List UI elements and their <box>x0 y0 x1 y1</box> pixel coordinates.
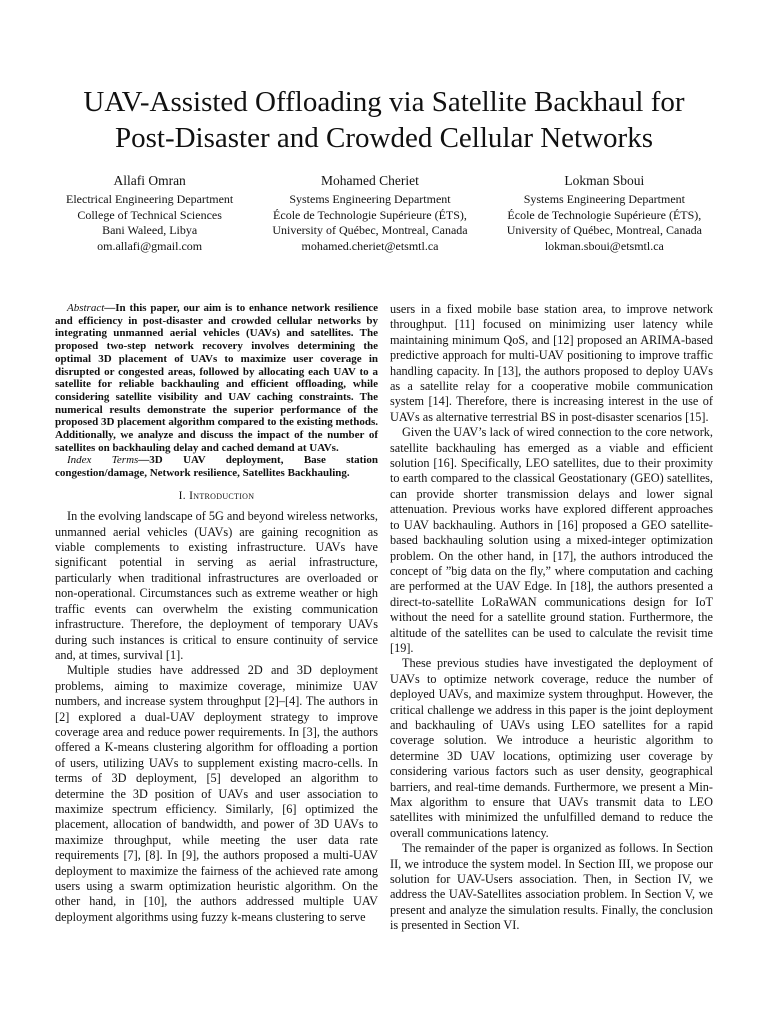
author-location: University of Québec, Montreal, Canada <box>272 223 468 237</box>
author-name: Allafi Omran <box>113 173 186 188</box>
author-2 <box>272 172 467 254</box>
body-paragraph: These previous studies have investigated the deployment of UAVs to optimize network coverage, reduce the number of deployed UAVs, and maximize system throughput. However, the critical challenge we address in this paper is the joint deployment and backhauling of UAVs using LEO satellites for a rapid coverage solution. We introduce a heuristic algorithm to determine 3D UAV locations, optimizing user coverage by considering various factors such as user density, geographical barriers, and real-time demands. Furthermore, we present a Min-Max algorithm to ensure that UAVs transmit data to LEO satellites with minimized the unfulfilled demand to reduce the overall communications latency. <box>390 656 713 840</box>
author-email: lokman.sboui@etsmtl.ca <box>544 238 664 253</box>
author-email: om.allafi@gmail.com <box>97 238 203 253</box>
paper-title <box>40 84 728 156</box>
author-3 <box>507 172 702 254</box>
index-terms-text: —3D UAV deployment, Base station congestion/damage, Network resilience, Satellites Backhauling. <box>55 454 378 480</box>
title-line-1: UAV-Assisted Offloading via Satellite Backhaul for <box>83 86 685 118</box>
body-paragraph: In the evolving landscape of 5G and beyond wireless networks, unmanned aerial vehicles (UAVs) are gaining recognition as viable complements to existing infrastructure. UAVs have significant potential in serving as aerial infrastructure, particularly when traditional infrastructures are overloaded or non-operational. Circumstances such as extreme weather or high traffic events can overwhelm the existing communication infrastructure. Therefore, the deployment of temporary UAVs during such instances is critical to ensure continuity of service and, at times, survival [1]. <box>55 509 378 662</box>
author-name: Lokman Sboui <box>564 173 645 188</box>
title-line-2: Post-Disaster and Crowded Cellular Networks <box>114 122 653 154</box>
author-location: Bani Waleed, Libya <box>102 223 198 237</box>
index-terms-lead: Index Terms <box>67 454 139 467</box>
author-department: Systems Engineering Department <box>523 192 685 206</box>
body-paragraph: users in a fixed mobile base station area, to improve network throughput. [11] focused on minimizing user latency while maintaining minimum QoS, and [12] proposed an ARIMA-based predictive approach for multi-UAV positioning to improve traffic handling capacity. In [13], the authors proposed to deploy UAVs as a satellite relay for a cooperative mobile communication system [14]. Therefore, there is increasing interest in the use of UAVs as alternative terrestrial BS in post-disaster scenarios [15]. <box>390 302 713 424</box>
author-institution: École de Technologie Supérieure (ÉTS), <box>273 207 467 222</box>
abstract <box>55 302 378 454</box>
author-department: Systems Engineering Department <box>289 192 451 206</box>
body-paragraph: Given the UAV’s lack of wired connection to the core network, satellite backhauling has emerged as a viable and efficient solution [16]. Specifically, LEO satellites, due to their proximity to earth compared to the classical Geostationary (GEO) satellites, can provide shorter transmission delays and lower signal attenuation. Previous works have explored different approaches to UAV backhauling. Authors in [16] proposed a GEO satellite-based backhauling solution using a mixed-integer optimization problem. On the other hand, in [17], the authors introduced the concept of ”big data on the fly,” where computation and caching are performed at the UAV Edge. In [18], the authors presented a direct-to-satellite LoRaWAN communications design for IoT without the need for a satellite ground station. Furthermore, the altitude of the satellites can be used to calculate the revisit time [19]. <box>390 425 713 655</box>
author-department: Electrical Engineering Department <box>66 192 234 206</box>
right-column <box>390 302 713 934</box>
author-1 <box>66 172 233 254</box>
index-terms <box>55 454 378 479</box>
abstract-text: —In this paper, our aim is to enhance network resilience and efficiency in post-disaster and crowded cellular networks by integrating unmanned aerial vehicles (UAVs) and satellites. The proposed two-step network recovery involves determining the optimal 3D placement of UAVs to maximize user coverage in disrupted or congested areas, followed by allocating each UAV to a satellite for reliable backhauling and efficient offloading, while considering satellite visibility and UAV caching constraints. The numerical results demonstrate the superior performance of the proposed 3D placement algorithm compared to the existing methods. Additionally, we analyze and discuss the impact of the number of satellites on backhauling delay and cached demand at UAVs. <box>55 302 378 454</box>
left-column <box>55 302 378 925</box>
author-institution: École de Technologie Supérieure (ÉTS), <box>507 207 702 222</box>
author-block <box>66 172 702 254</box>
author-email: mohamed.cheriet@etsmtl.ca <box>301 238 439 253</box>
body-paragraph: The remainder of the paper is organized as follows. In Section II, we introduce the system model. In Section III, we propose our solution for UAV-Users association. Then, in Section IV, we address the UAV-Satellites association problem. In Section V, we present and analyze the simulation results. Finally, the conclusion is presented in Section VI. <box>390 841 713 933</box>
author-institution: College of Technical Sciences <box>77 207 222 222</box>
author-name: Mohamed Cheriet <box>321 173 419 188</box>
author-location: University of Québec, Montreal, Canada <box>506 223 702 237</box>
section-heading-introduction: I. Introduction <box>178 489 255 502</box>
abstract-lead: Abstract <box>67 302 105 314</box>
body-paragraph: Multiple studies have addressed 2D and 3D deployment problems, aiming to maximize coverage, minimize UAV numbers, and increase system throughput [2]–[4]. The authors in [2] explored a dual-UAV deployment strategy to improve coverage area and reduce power requirements. In [3], the authors offered a K-means clustering algorithm for offloading a portion of users, utilizing UAVs to supplement existing macro-cells. In terms of 3D deployment, [5] developed an algorithm to determine the 3D position of UAVs and user association to maximize spectrum efficiency. Similarly, [6] optimized the placement, allocation of bandwidth, and power of 3D UAVs to maximize throughput, while meeting the user data rate requirements [7], [8]. In [9], the authors proposed a multi-UAV deployment to maximize the fairness of the achieved rate among users using a swarm optimization heuristic algorithm. On the other hand, in [10], the authors addressed multiple UAV deployment algorithms using fuzzy k-means clustering to serve <box>55 663 378 924</box>
